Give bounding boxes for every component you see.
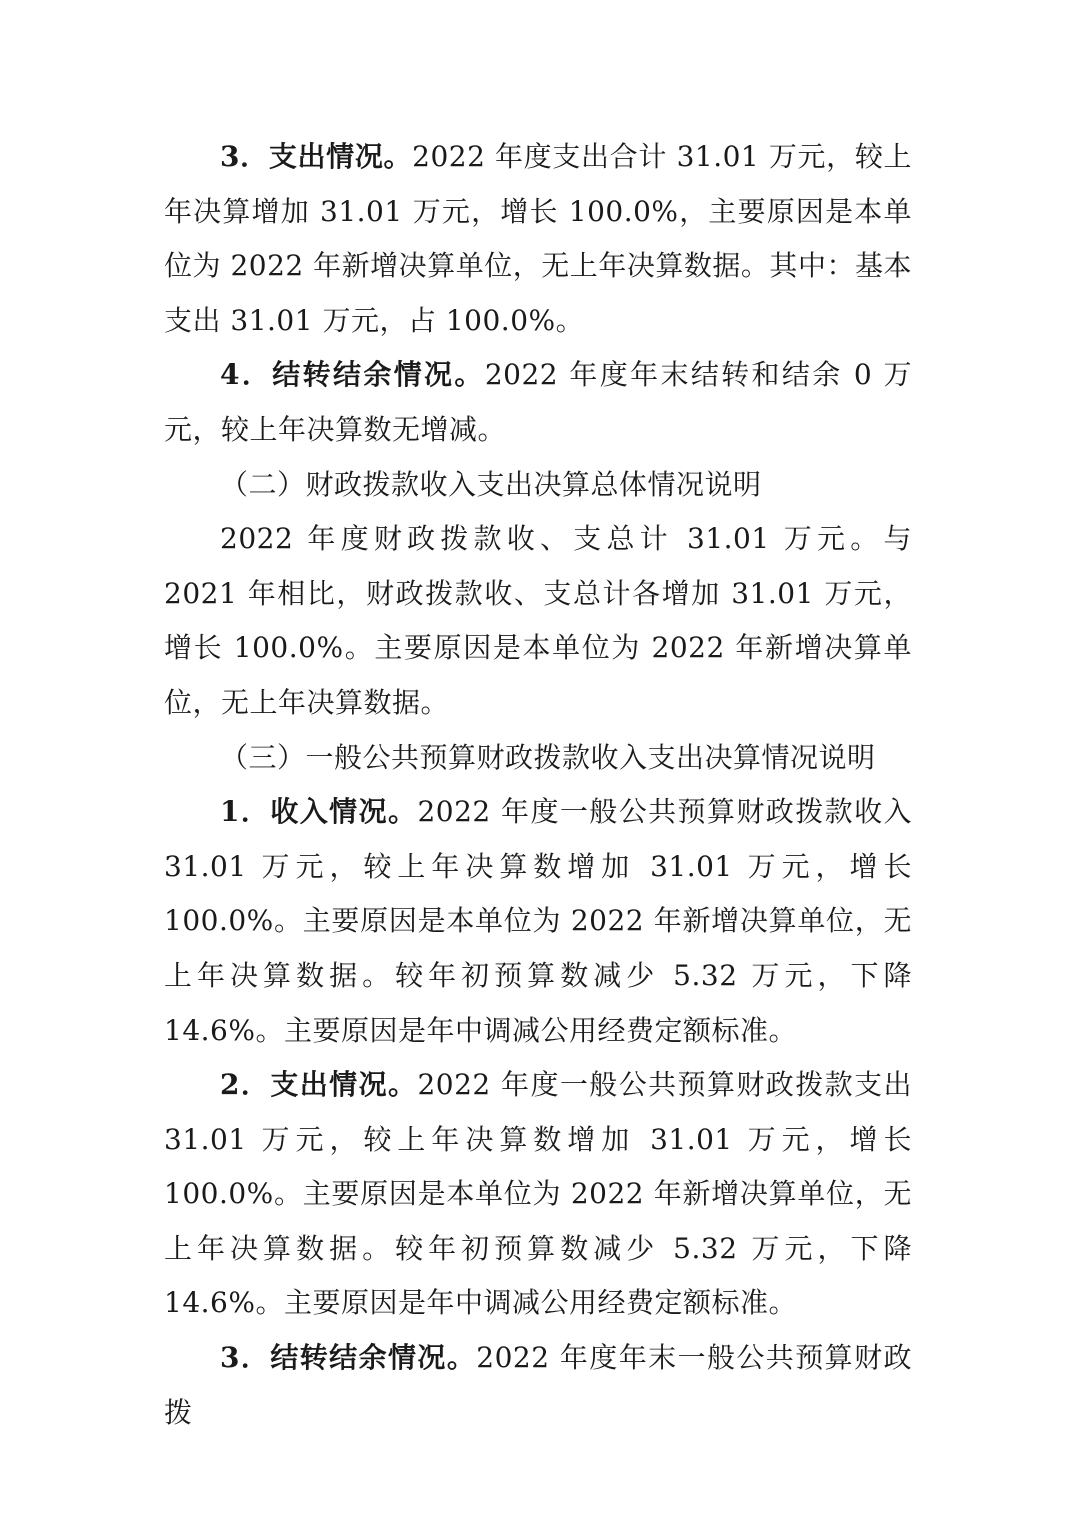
paragraph-lead: 2．支出情况。 [220, 1068, 418, 1102]
document-body [164, 130, 912, 1440]
paragraph-expenditure [164, 130, 912, 348]
paragraph-lead: 1．收入情况。 [220, 795, 418, 829]
paragraph-text: 2022 年度财政拨款收、支总计 31.01 万元。与 2021 年相比，财政拨款收、支总计各增加 31.01 万元，增长 100.0%。主要原因是本单位为 2022 年新增决算单位，无上年决算数据。 [164, 522, 912, 719]
section-heading-2: （二）财政拨款收入支出决算总体情况说明 [220, 467, 762, 501]
paragraph-carryover [164, 348, 912, 457]
section-heading-3: （三）一般公共预算财政拨款收入支出决算情况说明 [220, 740, 876, 774]
paragraph-text: 2022 年度支出合计 31.01 万元，较上年决算增加 31.01 万元，增长 100.0%，主要原因是本单位为 2022 年新增决算单位，无上年决算数据。其中：基本支出 31.01 万元，占 100.0%。 [164, 140, 912, 337]
paragraph-income [164, 785, 912, 1058]
paragraph-text: 2022 年度一般公共预算财政拨款收入 31.01 万元，较上年决算数增加 31.01 万元，增长 100.0%。主要原因是本单位为 2022 年新增决算单位，无上年决算数据。较年初预算数减少 5.32 万元，下降 14.6%。主要原因是年中调减公用经费定额标准。 [164, 795, 912, 1047]
paragraph-text: 2022 年度年末一般公共预算财政拨 [164, 1341, 912, 1429]
paragraph-lead: 4．结转结余情况。 [220, 358, 485, 392]
paragraph-text: 2022 年度年末结转和结余 0 万元，较上年决算数无增减。 [164, 358, 913, 446]
paragraph-general-expenditure [164, 1058, 912, 1331]
paragraph-general-carryover [164, 1331, 912, 1440]
paragraph-fiscal-total [164, 512, 912, 730]
paragraph-text: 2022 年度一般公共预算财政拨款支出 31.01 万元，较上年决算数增加 31.01 万元，增长 100.0%。主要原因是本单位为 2022 年新增决算单位，无上年决算数据。较年初预算数减少 5.32 万元，下降 14.6%。主要原因是年中调减公用经费定额标准。 [164, 1068, 912, 1320]
paragraph-lead: 3．结转结余情况。 [220, 1341, 477, 1375]
paragraph-lead: 3．支出情况。 [220, 140, 413, 173]
